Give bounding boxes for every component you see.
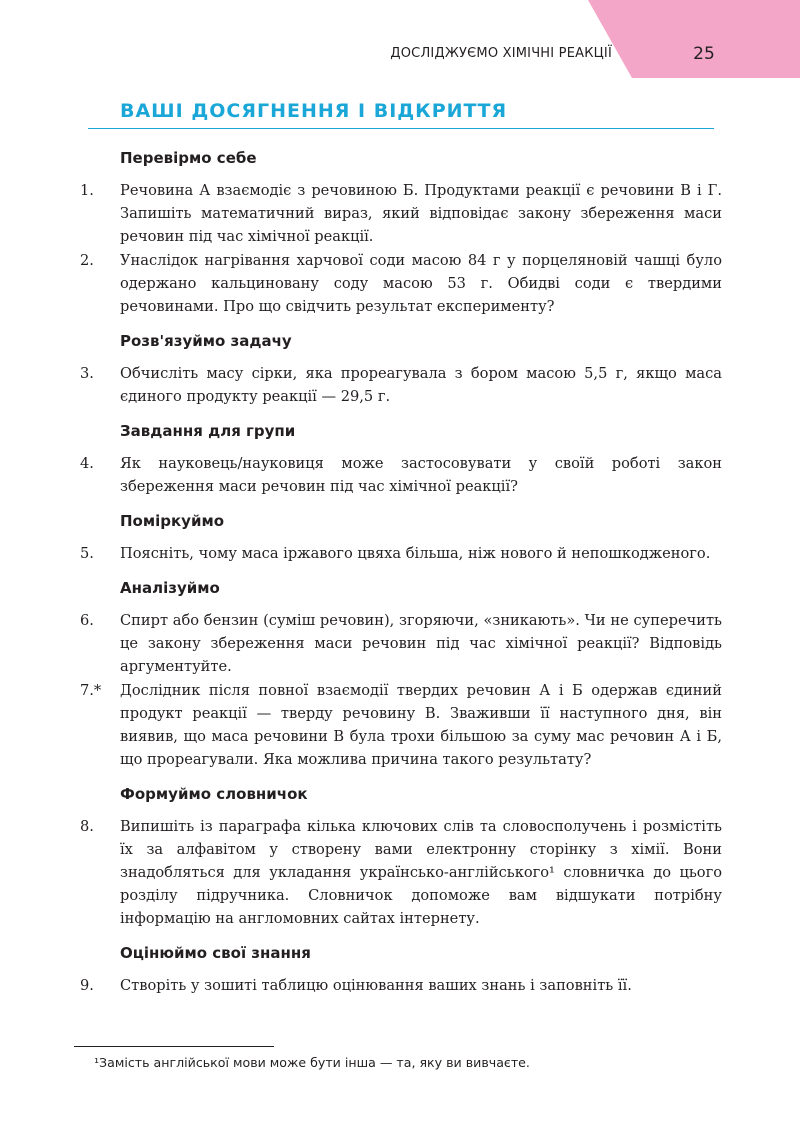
title-underline	[88, 128, 714, 129]
item-number: 2.	[80, 252, 94, 269]
footnote: ¹Замість англійської мови може бути інша — та, яку ви вивчаєте.	[94, 1055, 530, 1070]
content-area	[80, 145, 722, 1001]
item-number: 5.	[80, 545, 94, 562]
item-number: 6.	[80, 612, 94, 629]
section-title: Аналізуймо	[120, 579, 220, 597]
section-self-assessment	[80, 940, 722, 997]
section-title: Завдання для групи	[120, 422, 296, 440]
item-text: Як науковець/науковиця може застосовувати у своїй роботі закон збереження маси речовин під час хімічної реакції?	[120, 455, 722, 495]
list-item	[80, 249, 722, 318]
list-item	[80, 679, 722, 771]
section-group-task	[80, 418, 722, 498]
section-think	[80, 508, 722, 565]
item-text: Речовина А взаємодіє з речовиною Б. Продуктами реакції є речовини В і Г. Запишіть математичний вираз, який відповідає закону збереження маси речовин під час хімічної реакції.	[120, 182, 722, 245]
item-number: 4.	[80, 455, 94, 472]
item-text: Спирт або бензин (суміш речовин), згоряючи, «зникають». Чи не суперечить це закону збереження маси речовин під час хімічної реакції? Відповідь аргументуйте.	[120, 612, 722, 675]
section-solve-problem	[80, 328, 722, 408]
list-item	[80, 452, 722, 498]
item-text: Випишіть із параграфа кілька ключових слів та словосполучень і розмістіть їх за алфавітом у створену вами електронну сторінку з хімії. Вони знадобляться для укладання українсько-англійського¹ словничка до цього розділу підручника. Словничок допоможе вам відшукати потрібну інформацію на англомовних сайтах інтернету.	[120, 818, 722, 927]
item-text: Унаслідок нагрівання харчової соди масою 84 г у порцеляновій чашці було одержано кальциновану соду масою 53 г. Обидві соди є твердими речовинами. Про що свідчить результат експерименту?	[120, 252, 722, 315]
section-title: Поміркуймо	[120, 512, 225, 530]
item-text: Поясніть, чому маса іржавого цвяха більша, ніж нового й непошкодженого.	[120, 545, 711, 562]
section-glossary	[80, 781, 722, 930]
list-item	[80, 815, 722, 930]
footnote-divider	[74, 1046, 274, 1047]
running-head: ДОСЛІДЖУЄМО ХІМІЧНІ РЕАКЦІЇ	[390, 46, 612, 61]
item-number: 9.	[80, 977, 94, 994]
item-number: 3.	[80, 365, 94, 382]
list-item	[80, 542, 722, 565]
item-number: 7.*	[80, 682, 102, 699]
list-item	[80, 974, 722, 997]
header-accent-shape	[588, 0, 800, 78]
list-item	[80, 609, 722, 678]
section-title: Розв'язуймо задачу	[120, 332, 292, 350]
list-item	[80, 179, 722, 248]
item-text: Обчисліть масу сірки, яка прореагувала з бором масою 5,5 г, якщо маса єдиного продукту реакції — 29,5 г.	[120, 365, 722, 405]
section-title: Перевірмо себе	[120, 149, 257, 167]
list-item	[80, 362, 722, 408]
item-text: Дослідник після повної взаємодії твердих речовин А і Б одержав єдиний продукт реакції — тверду речовину В. Зваживши її наступного дня, він виявив, що маса речовини В була трохи більшою за суму мас речовин А і Б, що прореагували. Яка можлива причина такого результату?	[120, 682, 722, 768]
page-number: 25	[693, 44, 715, 64]
section-title: Формуймо словничок	[120, 785, 308, 803]
section-analyze	[80, 575, 722, 771]
page-title: ВАШІ ДОСЯГНЕННЯ І ВІДКРИТТЯ	[120, 100, 508, 122]
section-check-yourself	[80, 145, 722, 318]
item-number: 8.	[80, 818, 94, 835]
section-title: Оцінюймо свої знання	[120, 944, 311, 962]
item-number: 1.	[80, 182, 94, 199]
item-text: Створіть у зошиті таблицю оцінювання ваших знань і заповніть її.	[120, 977, 632, 994]
